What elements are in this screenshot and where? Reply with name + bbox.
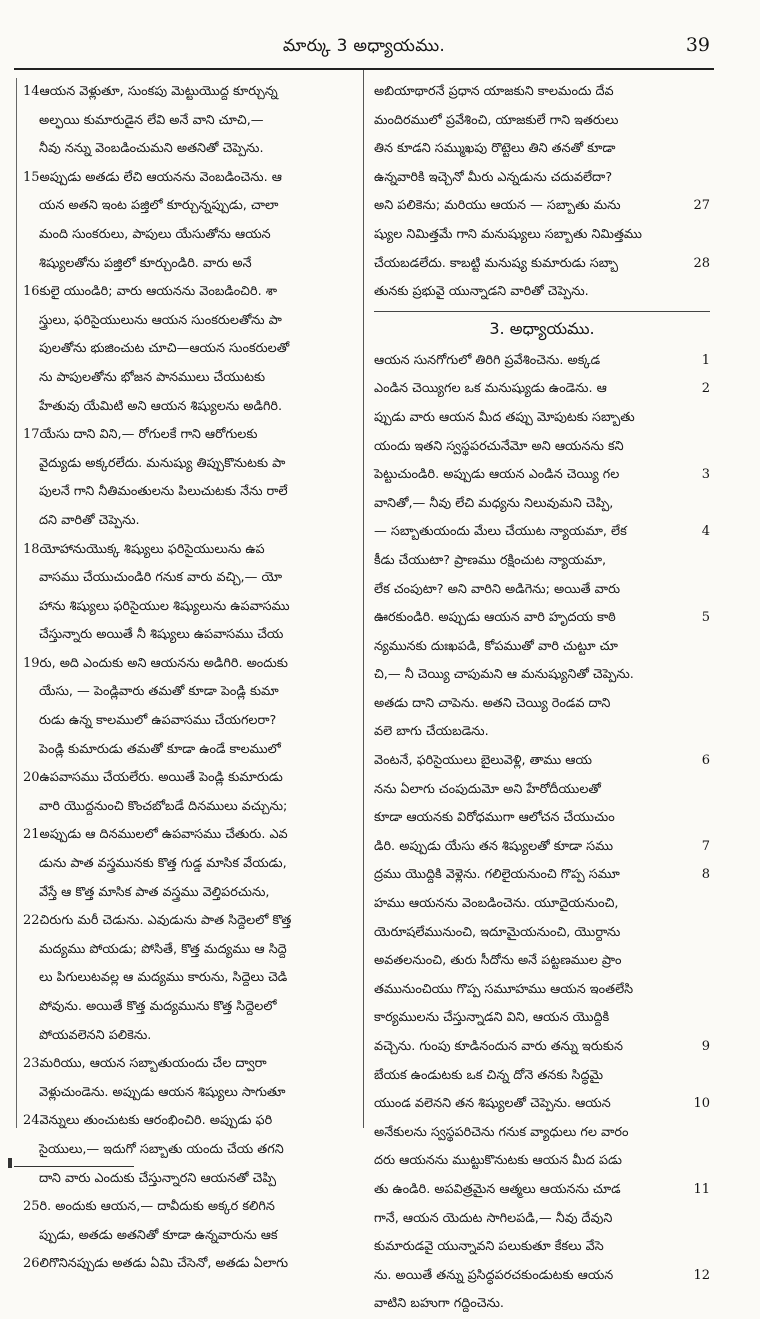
line-text: దని వారితో చెప్పెను. bbox=[39, 512, 140, 528]
right-column bbox=[374, 78, 710, 1312]
text-line bbox=[23, 1193, 359, 1222]
line-text: రి. అందుకు ఆయన,— దావీదుకు అక్కర కలిగిన bbox=[39, 1199, 275, 1215]
text-line bbox=[23, 764, 359, 793]
line-text: — సబ్బాతుయందు మేలు చేయుట న్యాయమా, లేక bbox=[374, 524, 627, 540]
line-text: యందు ఇతని స్వస్థపరచునేమో అని ఆయనను కని bbox=[374, 438, 624, 454]
heading-rule bbox=[374, 311, 710, 312]
line-text: వెంటనే, ఫరిసైయులు బైలువెళ్లి, తాము ఆయ bbox=[374, 753, 592, 769]
text-line bbox=[23, 507, 359, 536]
line-text: లేక చంపుటా? అని వారిని అడిగెను; అయితే వారు bbox=[374, 581, 621, 597]
line-text: నను ఏలాగు చంపుదుమో అని హేరోదీయులతో bbox=[374, 781, 601, 797]
line-text: వచ్చెను. గుంపు కూడినందున వారు తన్ను ఇరుకున bbox=[374, 1039, 623, 1054]
line-text: కులై యుండిరి; వారు ఆయనను వెంబడించిరి. శా bbox=[39, 284, 277, 300]
footer-rule bbox=[14, 1166, 134, 1167]
line-text: పులతోను భుజించుట చూచి—ఆయన సుంకరులతో bbox=[39, 341, 290, 357]
text-line bbox=[23, 192, 359, 221]
verse-number: 21 bbox=[23, 827, 40, 843]
text-line bbox=[23, 650, 359, 679]
line-text: మరియు, ఆయన సబ్బాతుయందు చేల ద్వారా bbox=[39, 1056, 267, 1072]
verse-number: 22 bbox=[23, 913, 40, 929]
text-line bbox=[374, 1062, 710, 1091]
line-text: ఆయన సునగోగులో తిరిగి ప్రవేశించెను. అక్కడ bbox=[374, 352, 601, 368]
column-divider bbox=[363, 70, 364, 1128]
verse-number: 16 bbox=[23, 284, 40, 300]
text-line bbox=[23, 478, 359, 507]
line-text: ఉపవాసము చేయలేరు. అయితే పెండ్లి కుమారుడు bbox=[39, 770, 283, 786]
text-line bbox=[374, 776, 710, 805]
text-line bbox=[374, 1119, 710, 1148]
text-line bbox=[23, 364, 359, 393]
line-text: ష్యుల నిమిత్తమే గాని మనుష్యులు సబ్బాతు నిమిత్తము bbox=[374, 226, 642, 242]
line-text: కూడా ఆయనకు విరోధముగా ఆలోచన చేయుచుం bbox=[374, 810, 615, 826]
right-column-top bbox=[374, 78, 710, 307]
page-header bbox=[14, 28, 714, 70]
verse-number: 7 bbox=[701, 838, 710, 854]
line-text: శిష్యులతోను పజ్తిలో కూర్చుండిరి. వారు అనే bbox=[39, 255, 252, 271]
line-text: ఊరకుండిరి. అప్పుడు ఆయన వారి హృదయ కాఠి bbox=[374, 610, 616, 626]
right-column-bottom bbox=[374, 347, 710, 1319]
text-line bbox=[374, 433, 710, 462]
line-text: పెండ్లి కుమారుడు తమతో కూడా ఉండే కాలములో bbox=[39, 741, 281, 757]
text-line bbox=[374, 250, 710, 279]
line-text: డును పాత వస్త్రమునకు కొత్త గుడ్డ మాసిక వేయడు, bbox=[39, 856, 287, 872]
text-line bbox=[374, 604, 710, 633]
line-text: అబియాథారనే ప్రధాన యాజకుని కాలమందు దేవ bbox=[374, 84, 614, 99]
verse-number: 4 bbox=[701, 524, 710, 540]
line-text: హము ఆయనను వెంబడించెను. యూదైయనుంచి, bbox=[374, 896, 619, 912]
verse-number: 9 bbox=[701, 1039, 710, 1054]
text-line bbox=[374, 976, 710, 1005]
line-text: అల్ఫయి కుమారుడైన లేవి అనే వాని చూచి,— bbox=[39, 112, 264, 128]
line-text: గానే, ఆయన యెదుట సాగిలపడి,— నీవు దేవుని bbox=[374, 1210, 613, 1226]
text-line bbox=[23, 135, 359, 164]
text-line bbox=[23, 1022, 359, 1051]
text-line bbox=[374, 404, 710, 433]
line-text: ను. అయితే తన్ను ప్రసిద్ధపరచకుండుటకు ఆయన bbox=[374, 1267, 614, 1283]
line-text: చేస్తున్నారు అయితే నీ శిష్యులు ఉపవాసము చేయ bbox=[39, 627, 284, 643]
verse-number: 15 bbox=[23, 169, 40, 185]
text-line bbox=[374, 547, 710, 576]
line-text: అప్పుడు ఆ దినములలో ఉపవాసము చేతురు. ఎవ bbox=[39, 827, 288, 843]
text-line bbox=[374, 1033, 710, 1062]
verse-number: 20 bbox=[23, 770, 40, 786]
line-text: యేసు దాని విని,— రోగులకే గాని ఆరోగులకు bbox=[39, 427, 258, 443]
line-text: దాని వారు ఎందుకు చేస్తున్నారని ఆయనతో చెప్పి bbox=[39, 1170, 277, 1186]
line-text: వెన్నులు తుంచుటకు ఆరంభించిరి. అప్పుడు ఫరి bbox=[39, 1113, 273, 1129]
line-text: డిరి. అప్పుడు యేసు తన శిష్యులతో కూడా సము bbox=[374, 838, 614, 854]
text-line bbox=[374, 221, 710, 250]
line-text: తునకు ప్రభువై యున్నాడని వారితో చెప్పెను. bbox=[374, 284, 589, 300]
text-line bbox=[23, 793, 359, 822]
line-text: వెళ్లుచుండెను. అప్పుడు ఆయన శిష్యులు సాగుతూ bbox=[39, 1084, 286, 1100]
text-line bbox=[23, 393, 359, 422]
line-text: ద్రము యొద్దికి వెళ్లెను. గలిలైయనుంచి గొప్ప సమూ bbox=[374, 867, 620, 883]
line-text: యన అతని ఇంట పజ్తిలో కూర్చున్నప్పుడు, చాలా bbox=[39, 198, 279, 214]
verse-number: 5 bbox=[701, 610, 710, 626]
text-line bbox=[23, 536, 359, 565]
line-text: పోయవలెనని పలికెను. bbox=[39, 1027, 152, 1043]
line-text: పోవును. అయితే కొత్త మద్యమును కొత్త సిద్దెలలో bbox=[39, 999, 277, 1014]
line-text: పెట్టుచుండిరి. అప్పుడు ఆయన ఎండిన చెయ్యి గల bbox=[374, 467, 620, 483]
text-line bbox=[23, 1050, 359, 1079]
text-line bbox=[23, 1079, 359, 1108]
verse-number: 25 bbox=[23, 1199, 40, 1215]
text-line bbox=[374, 1290, 710, 1319]
line-text: స్త్రులు, ఫరిసైయులును ఆయన సుంకరులతోను పా bbox=[39, 312, 282, 328]
text-line bbox=[374, 78, 710, 107]
line-text: అని పలికెను; మరియు ఆయన — సబ్బాతు మను bbox=[374, 198, 621, 214]
text-line bbox=[374, 164, 710, 193]
line-text: హాను శిష్యులు ఫరిసైయుల శిష్యులును ఉపవాసము bbox=[39, 598, 290, 614]
text-line bbox=[23, 907, 359, 936]
text-line bbox=[374, 861, 710, 890]
line-text: చి,— నీ చెయ్యి చాపుమని ఆ మనుష్యునితో చెప్పెను. bbox=[374, 667, 634, 683]
verse-number: 3 bbox=[701, 467, 710, 483]
text-line bbox=[23, 993, 359, 1022]
line-text: యుండ వలెనని తన శిష్యులతో చెప్పెను. ఆయన bbox=[374, 1096, 611, 1112]
line-text: చేయబడలేదు. కాబట్టి మనుష్య కుమారుడు సబ్బా bbox=[374, 255, 619, 271]
text-line bbox=[374, 718, 710, 747]
line-text: తిన కూడని సమ్ముఖపు రొట్టెలు తిని తనతో కూడా bbox=[374, 141, 616, 157]
text-line bbox=[23, 707, 359, 736]
page-number: 39 bbox=[685, 34, 710, 56]
line-text: ప్పుడు వారు ఆయన మీద తప్పు మోపుటకు సబ్బాతు bbox=[374, 409, 635, 425]
line-text: కార్యములను చేస్తున్నాడని విని, ఆయన యొద్దికి bbox=[374, 1010, 610, 1026]
text-line bbox=[374, 1205, 710, 1234]
line-text: వలె బాగు చేయబడెను. bbox=[374, 724, 489, 740]
text-line bbox=[23, 450, 359, 479]
line-text: అప్పుడు అతడు లేచి ఆయనను వెంబడించెను. ఆ bbox=[39, 169, 282, 185]
text-line bbox=[374, 1004, 710, 1033]
verse-number: 11 bbox=[693, 1181, 710, 1197]
text-line bbox=[23, 736, 359, 765]
text-line bbox=[23, 164, 359, 193]
verse-number: 8 bbox=[701, 867, 710, 883]
line-text: మందిరములో ప్రవేశించి, యాజకులే గాని ఇతరులు bbox=[374, 112, 619, 128]
text-line bbox=[374, 490, 710, 519]
line-text: అతడు దాని చాపెను. అతని చెయ్యి రెండవ దాని bbox=[374, 695, 611, 711]
line-text: పులనే గాని నీతిమంతులను పిలుచుటకు నేను రాలే bbox=[39, 484, 288, 500]
line-text: వానితో,— నీవు లేచి మధ్యను నిలువుమని చెప్పి, bbox=[374, 495, 614, 511]
verse-number: 17 bbox=[23, 427, 40, 443]
line-text: వేస్తే ఆ కొత్త మాసిక పాత వస్త్రము వెల్తిపరచును, bbox=[39, 884, 270, 900]
text-line bbox=[374, 747, 710, 776]
line-text: కుమారుడవై యున్నావని పలుకుతూ కేకలు వేసె bbox=[374, 1239, 604, 1255]
line-text: వాటిని బహుగా గద్దించెను. bbox=[374, 1296, 504, 1312]
text-line bbox=[23, 221, 359, 250]
text-line bbox=[374, 576, 710, 605]
line-text: మంది సుంకరులు, పాపులు యేసుతోను ఆయన bbox=[39, 226, 271, 242]
text-line bbox=[23, 335, 359, 364]
text-line bbox=[23, 107, 359, 136]
line-text: ఎండిన చెయ్యిగల ఒక మనుష్యుడు ఉండెను. ఆ bbox=[374, 381, 607, 397]
verse-number: 10 bbox=[693, 1096, 710, 1112]
line-text: సైయులు,— ఇదుగో సబ్బాతు యందు చేయ తగని bbox=[39, 1141, 284, 1157]
text-line bbox=[23, 593, 359, 622]
line-text: చిరుగు మరీ చెడును. ఎవుడును పాత సిద్దెలలో కొత్త bbox=[39, 913, 292, 929]
text-line bbox=[374, 833, 710, 862]
text-line bbox=[374, 107, 710, 136]
margin-mark bbox=[8, 1158, 12, 1168]
text-line bbox=[23, 307, 359, 336]
line-text: ఉన్నవారికి ఇచ్చెనో మీరు ఎన్నడును చదువలేదా? bbox=[374, 169, 613, 185]
text-line bbox=[374, 1176, 710, 1205]
text-line bbox=[374, 192, 710, 221]
text-line bbox=[23, 1136, 359, 1165]
text-line bbox=[23, 621, 359, 650]
verse-number: 23 bbox=[23, 1056, 40, 1072]
text-line bbox=[374, 461, 710, 490]
line-text: యెరూషలేమునుంచి, ఇదూమైయనుంచి, యొర్దాను bbox=[374, 924, 621, 940]
text-line bbox=[374, 947, 710, 976]
verse-number: 12 bbox=[693, 1267, 710, 1283]
text-line bbox=[23, 850, 359, 879]
verse-number: 24 bbox=[23, 1113, 40, 1129]
line-text: లిగొనినప్పుడు అతడు ఏమి చేసెనో, అతడు ఏలాగు bbox=[39, 1256, 289, 1272]
text-line bbox=[374, 375, 710, 404]
line-text: లు పిగులుటవల్ల ఆ మద్యము కారును, సిద్దెలు చెడి bbox=[39, 970, 288, 986]
line-text: మద్యము పోయడు; పోసితే, కొత్త మద్యము ఆ సిద్దె bbox=[39, 941, 287, 957]
line-text: ఆయన వెళ్లుతూ, సుంకపు మెట్టుయొద్ద కూర్చున్న bbox=[39, 84, 278, 99]
line-text: యోహానుయొక్క శిష్యులు ఫరిసైయులును ఉప bbox=[39, 541, 265, 557]
line-text: ప్పుడు, అతడు అతనితో కూడా ఉన్నవారును ఆక bbox=[39, 1227, 278, 1243]
line-text: నీవు నన్ను వెంబడించుమని అతనితో చెప్పెను. bbox=[39, 141, 264, 157]
text-line bbox=[374, 1262, 710, 1291]
text-line bbox=[23, 1222, 359, 1251]
text-line bbox=[374, 919, 710, 948]
text-line bbox=[23, 564, 359, 593]
line-text: తమునుంచియు గొప్ప సమూహము ఆయన ఇంతలేసి bbox=[374, 981, 634, 997]
verse-number: 26 bbox=[23, 1256, 40, 1272]
left-column bbox=[16, 78, 359, 1272]
verse-number: 2 bbox=[701, 381, 710, 397]
line-text: రు, అది ఎందుకు అని ఆయనను అడిగిరి. అందుకు bbox=[39, 655, 288, 671]
text-line bbox=[23, 678, 359, 707]
line-text: బేయక ఉండుటకు ఒక చిన్న దోనె తనకు సిద్ధమై bbox=[374, 1067, 604, 1083]
line-text: యేసు, — పెండ్లివారు తమతో కూడా పెండ్లి కుమా bbox=[39, 684, 279, 700]
line-text: అనేకులను స్వస్థపరిచెను గనుక వ్యాధులు గల వారం bbox=[374, 1124, 629, 1140]
verse-number: 28 bbox=[693, 255, 710, 271]
page-title: మార్కు 3 అధ్యాయము. bbox=[282, 36, 446, 56]
text-line bbox=[23, 278, 359, 307]
verse-number: 18 bbox=[23, 541, 40, 557]
text-line bbox=[374, 347, 710, 376]
text-line bbox=[374, 1147, 710, 1176]
text-line bbox=[23, 78, 359, 107]
text-line bbox=[374, 1090, 710, 1119]
verse-number: 19 bbox=[23, 655, 40, 671]
text-line bbox=[374, 278, 710, 307]
verse-number: 6 bbox=[701, 753, 710, 769]
line-text: వైద్యుడు అక్కరలేదు. మనుష్యు తిప్పుకొనుటకు పా bbox=[39, 455, 286, 471]
text-line bbox=[374, 661, 710, 690]
line-text: న్యమునకు దుఃఖపడి, కోపముతో వారి చుట్టూ చూ bbox=[374, 638, 618, 654]
text-line bbox=[374, 890, 710, 919]
line-text: వారి యొద్దనుంచి కొంచబోబడే దినములు వచ్చును; bbox=[39, 798, 288, 814]
line-text: తు ఉండిరి. అపవిత్రమైన ఆత్మలు ఆయనను చూడ bbox=[374, 1181, 621, 1197]
text-line bbox=[374, 690, 710, 719]
verse-number: 1 bbox=[701, 352, 710, 368]
text-line bbox=[23, 421, 359, 450]
text-line bbox=[23, 1250, 359, 1279]
text-line bbox=[374, 804, 710, 833]
line-text: కీడు చేయుటా? ప్రాణము రక్షించుట న్యాయమా, bbox=[374, 552, 607, 568]
chapter-heading-block bbox=[374, 311, 710, 345]
text-line bbox=[23, 250, 359, 279]
line-text: ను పాపులతోను భోజన పానములు చేయుటకు bbox=[39, 369, 266, 385]
text-line bbox=[23, 879, 359, 908]
text-line bbox=[374, 633, 710, 662]
text-line bbox=[374, 135, 710, 164]
line-text: అవతలనుంచి, తురు సీదోను అనే పట్టణముల ప్రాం bbox=[374, 953, 622, 969]
line-text: దరు ఆయనను ముట్టుకొనుటకు ఆయన మీద పడు bbox=[374, 1153, 622, 1169]
chapter-heading: 3. అధ్యాయము. bbox=[489, 318, 595, 338]
line-text: హేతువు యేమిటి అని ఆయన శిష్యులను అడిగిరి. bbox=[39, 398, 283, 414]
text-line bbox=[374, 1233, 710, 1262]
text-line bbox=[23, 964, 359, 993]
line-text: రుడు ఉన్న కాలములో ఉపవాసము చేయగలరా? bbox=[39, 713, 277, 729]
line-text: వాసము చేయుచుండిరి గనుక వారు వచ్చి,— యో bbox=[39, 570, 283, 586]
text-line bbox=[23, 821, 359, 850]
verse-number: 27 bbox=[693, 198, 710, 214]
text-line bbox=[23, 1107, 359, 1136]
text-line bbox=[374, 518, 710, 547]
verse-number: 14 bbox=[23, 84, 40, 99]
text-line bbox=[23, 1165, 359, 1194]
text-line bbox=[23, 936, 359, 965]
